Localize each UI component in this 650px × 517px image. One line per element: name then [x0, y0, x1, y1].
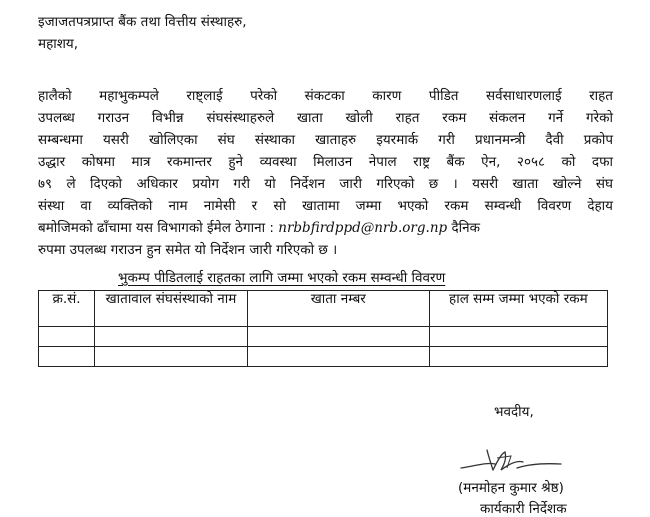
body-line-text: बमोजिमको ढाँचामा यस विभागको ईमेल ठेगाना :	[38, 220, 274, 236]
table-cell	[95, 327, 248, 347]
table-cell	[247, 347, 429, 367]
salutation: महाशय,	[38, 36, 79, 52]
body-line: सम्बन्धमा यसरी खोलिएका संघ संस्थाका खाताहरु इयरमार्क गरी प्रधानमन्त्री दैवी प्रकोप	[38, 132, 613, 148]
header-organization-name: खातावाल संघसंस्थाको नाम	[95, 291, 248, 327]
signatory-designation: कार्यकारी निर्देशक	[480, 501, 567, 517]
table-header-row	[39, 291, 608, 327]
header-amount: हाल सम्म जम्मा भएको रकम	[429, 291, 607, 327]
table-row	[39, 327, 608, 347]
details-table	[38, 290, 608, 367]
email-address: nrbbfirdppd@nrb.org.np	[278, 220, 448, 236]
body-line-with-email	[38, 218, 613, 236]
table-row	[39, 347, 608, 367]
table-cell	[39, 327, 95, 347]
body-line: उपलब्ध गराउन विभीन्न संघसंस्थाहरुले खाता खोली राहत रकम संकलन गर्ने गरेको	[38, 110, 613, 126]
recipient-line: इजाजतपत्रप्राप्त बैंक तथा वित्तीय संस्थाहरु,	[38, 14, 247, 30]
header-serial: क्र.सं.	[39, 291, 95, 327]
table-cell	[247, 327, 429, 347]
body-line: रुपमा उपलब्ध गराउन हुन समेत यो निर्देशन जारी गरिएको छ ।	[38, 242, 338, 258]
signatory-name: (मनमोहन कुमार श्रेष्ठ)	[458, 480, 564, 496]
handwritten-signature	[457, 444, 567, 476]
body-line-text: दैनिक	[451, 220, 480, 236]
body-line: उद्धार कोषमा मात्र रकमान्तर हुने व्यवस्था मिलाउन नेपाल राष्ट्र बैंक ऐन, २०५८ को दफा	[38, 154, 613, 170]
table-cell	[429, 327, 607, 347]
table-title: भुकम्प पीडितलाई राहतका लागि जम्मा भएको रकम सम्वन्धी विवरण	[118, 270, 446, 286]
body-line: हालैको महाभुकम्पले राष्ट्लाई परेको संकटका कारण पीडित सर्वसाधारणलाई राहत	[38, 88, 613, 104]
table-cell	[429, 347, 607, 367]
body-line: ७९ ले दिएको अधिकार प्रयोग गरी यो निर्देशन जारी गरिएको छ । यसरी खाता खोल्ने संघ	[38, 176, 613, 192]
table-cell	[95, 347, 248, 367]
table-cell	[39, 347, 95, 367]
header-account-number: खाता नम्बर	[247, 291, 429, 327]
closing: भवदीय,	[494, 404, 534, 420]
body-line: संस्था वा व्यक्तिको नाम नामेसी र सो खातामा जम्मा भएको रकम सम्वन्धी विवरण देहाय	[38, 198, 613, 214]
